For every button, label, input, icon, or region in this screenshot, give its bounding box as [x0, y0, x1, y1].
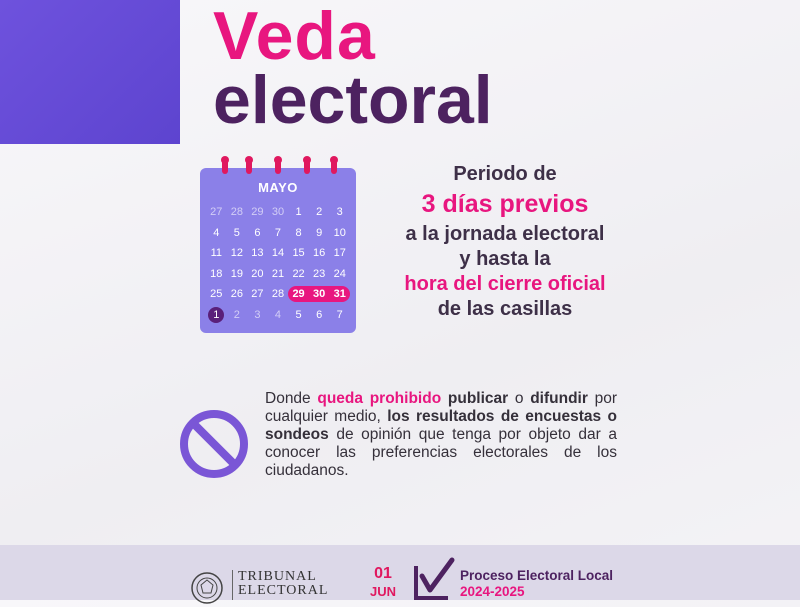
- calendar-day: 29: [288, 286, 309, 302]
- calendar-day: 4: [213, 226, 220, 239]
- calendar-ring: [304, 158, 310, 174]
- calendar-day: 25: [210, 288, 223, 301]
- calendar-day: 23: [313, 267, 326, 280]
- calendar-days-grid: [206, 204, 350, 323]
- calendar-day: 1: [295, 206, 302, 218]
- calendar-day: 16: [313, 247, 326, 260]
- prohibition-text-segment: difundir: [530, 390, 588, 407]
- period-line: a la jornada electoral: [405, 223, 605, 246]
- prohibition-text-segment: queda prohibido: [317, 390, 442, 407]
- calendar-ring: [275, 158, 281, 174]
- calendar-day: 2: [316, 206, 323, 218]
- tribunal-logo-text: [238, 570, 328, 598]
- calendar-day: 6: [254, 226, 261, 239]
- calendar-day: 8: [295, 226, 302, 239]
- prohibited-icon: [178, 408, 250, 480]
- calendar-day: 9: [316, 226, 323, 239]
- calendar-day: 2: [233, 308, 240, 321]
- process-years: 2024-2025: [460, 583, 525, 599]
- calendar-day: 13: [251, 247, 264, 260]
- org-name-line1: TRIBUNAL: [238, 569, 317, 584]
- calendar-day: 27: [251, 288, 264, 301]
- calendar-day: 30: [271, 206, 285, 218]
- period-description: [370, 162, 640, 322]
- prohibition-text-segment: por cualquier medio,: [265, 390, 618, 425]
- calendar-day: 6: [316, 308, 323, 321]
- calendar-day: 19: [230, 267, 243, 280]
- calendar-day: 15: [292, 247, 305, 260]
- title-line-veda: Veda: [213, 0, 376, 74]
- calendar-day: 3: [254, 308, 261, 321]
- calendar-ring: [331, 158, 337, 174]
- election-date: [370, 566, 396, 598]
- period-line: Periodo de: [453, 163, 557, 185]
- tribunal-seal-icon: [188, 569, 226, 607]
- calendar-day: 5: [233, 226, 240, 239]
- footer-bar: [0, 545, 800, 600]
- period-highlight-days: 3 días previos: [421, 190, 589, 218]
- calendar-day: 14: [271, 247, 285, 260]
- period-highlight-closing: hora del cierre oficial: [404, 273, 606, 296]
- corner-color-block: [0, 0, 180, 144]
- calendar-day: 12: [230, 247, 243, 260]
- calendar-month: MAYO: [258, 180, 298, 195]
- calendar-day: 1: [206, 307, 227, 323]
- prohibition-text-segment: los resultados de encuestas o sondeos: [265, 408, 617, 443]
- calendar-day: 31: [329, 286, 350, 302]
- calendar-graphic: [200, 168, 356, 333]
- calendar-day: 17: [333, 247, 346, 260]
- process-name: Proceso Electoral Local: [460, 568, 614, 583]
- prohibition-text-segment: o: [508, 390, 531, 407]
- prohibition-text-segment: publicar: [447, 390, 509, 407]
- title-line-electoral: electoral: [213, 62, 493, 138]
- calendar-day: 7: [274, 226, 282, 239]
- process-label: [460, 568, 613, 599]
- calendar-day: 28: [271, 288, 285, 301]
- calendar-day: 21: [271, 267, 285, 280]
- date-day: 01: [374, 565, 392, 582]
- prohibition-text-segment: de opinión que tenga por objeto dar a conocer las preferencias electorales de los ciudadanos.: [265, 426, 617, 479]
- calendar-day: 22: [292, 267, 305, 280]
- calendar-day: 26: [230, 288, 243, 301]
- calendar-day: 24: [333, 267, 346, 280]
- calendar-ring: [246, 158, 252, 174]
- calendar-day: 18: [210, 267, 223, 280]
- calendar-day: 4: [274, 308, 282, 321]
- calendar-day: 3: [336, 206, 343, 218]
- ballot-check-icon: [412, 556, 458, 600]
- calendar-day: 11: [210, 247, 222, 260]
- date-month: JUN: [370, 584, 397, 599]
- period-line: de las casillas: [437, 298, 573, 321]
- prohibition-paragraph: [265, 390, 617, 480]
- period-line: y hasta la: [459, 248, 551, 271]
- calendar-day: 30: [309, 286, 330, 302]
- calendar-day: 28: [230, 206, 243, 218]
- org-name-line2: ELECTORAL: [238, 583, 329, 598]
- calendar-day: 27: [210, 206, 223, 218]
- prohibition-text-segment: Donde: [265, 390, 318, 407]
- prohibition-text-segment: [441, 390, 448, 407]
- calendar-ring: [222, 158, 228, 174]
- calendar-day: 10: [333, 226, 346, 239]
- calendar-day: 5: [295, 308, 302, 321]
- page-title: [213, 0, 493, 138]
- footer-divider: [232, 570, 233, 600]
- calendar-day: 29: [251, 206, 264, 218]
- calendar-day: 7: [336, 308, 343, 321]
- calendar-day: 20: [251, 267, 264, 280]
